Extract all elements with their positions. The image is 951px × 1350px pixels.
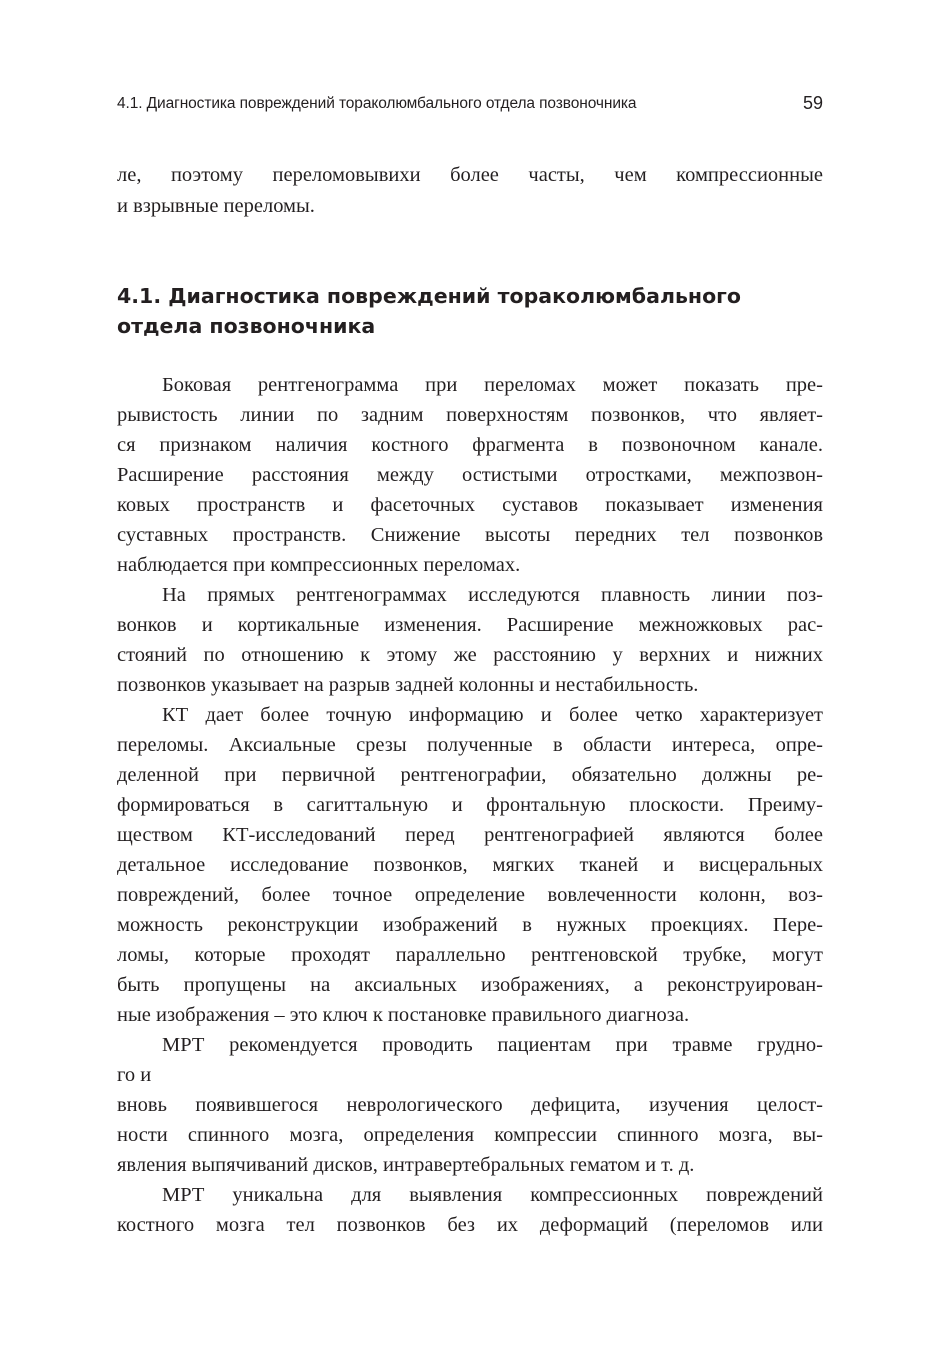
text-line: КТ дает более точную информацию и более четко характеризует [162, 704, 823, 726]
text-line: явления выпячиваний дисков, интравертебральных гематом и т. д. [117, 1154, 695, 1176]
text-line: Расширение расстояния между остистыми отростками, межпозвон- [117, 464, 823, 486]
section-heading-line: 4.1. Диагностика повреждений тораколюмбального [117, 284, 741, 308]
text-line: го и [117, 1064, 152, 1086]
text-line: наблюдается при компрессионных переломах. [117, 554, 521, 576]
text-line: костного мозга тел позвонков без их деформаций (переломов или [117, 1214, 823, 1236]
text-line: быть пропущены на аксиальных изображениях, а реконструирован- [117, 974, 823, 996]
text-line: ле, поэтому переломовывихи более часты, чем компрессионные [117, 164, 823, 186]
text-line: ности спинного мозга, определения компрессии спинного мозга, вы- [117, 1124, 823, 1146]
running-head-title: 4.1. Диагностика повреждений тораколюмбального отдела позвоночника [117, 95, 637, 112]
text-line: вонков и кортикальные изменения. Расширение межножковых рас- [117, 614, 823, 636]
text-line: и взрывные переломы. [117, 195, 315, 217]
text-line: стояний по отношению к этому же расстоянию у верхних и нижних [117, 644, 823, 666]
text-line: можность реконструкции изображений в нужных проекциях. Пере- [117, 914, 823, 936]
text-line: рывистость линии по задним поверхностям позвонков, что являет- [117, 404, 823, 426]
text-line: ные изображения – это ключ к постановке правильного диагноза. [117, 1004, 690, 1026]
text-line: ществом КТ-исследований перед рентгенографией являются более [117, 824, 823, 846]
page-number: 59 [802, 93, 823, 113]
running-head [117, 93, 823, 117]
text-line: формироваться в сагиттальную и фронтальную плоскости. Преиму- [117, 794, 823, 816]
text-line: На прямых рентгенограммах исследуются плавность линии поз- [162, 584, 823, 606]
text-line: вновь появившегося неврологического дефицита, изучения целост- [117, 1094, 823, 1116]
text-line: ломы, которые проходят параллельно рентгеновской трубке, могут [117, 944, 823, 966]
text-line: деленной при первичной рентгенографии, обязательно должны ре- [117, 764, 823, 786]
text-line: ковых пространств и фасеточных суставов показывает изменения [117, 494, 823, 516]
text-line: МРТ рекомендуется проводить пациентам при травме грудно- [162, 1034, 823, 1056]
text-line: суставных пространств. Снижение высоты передних тел позвонков [117, 524, 823, 546]
text-line: МРТ уникальна для выявления компрессионных повреждений [162, 1184, 823, 1206]
section-heading-line: отдела позвоночника [117, 314, 376, 338]
text-line: ся признаком наличия костного фрагмента в позвоночном канале. [117, 434, 823, 456]
text-line: позвонков указывает на разрыв задней колонны и нестабильность. [117, 674, 699, 696]
text-line: Боковая рентгенограмма при переломах может показать пре- [162, 374, 823, 396]
text-line: детальное исследование позвонков, мягких тканей и висцеральных [117, 854, 823, 876]
text-line: переломы. Аксиальные срезы полученные в области интереса, опре- [117, 734, 823, 756]
text-line: повреждений, более точное определение вовлеченности колонн, воз- [117, 884, 823, 906]
